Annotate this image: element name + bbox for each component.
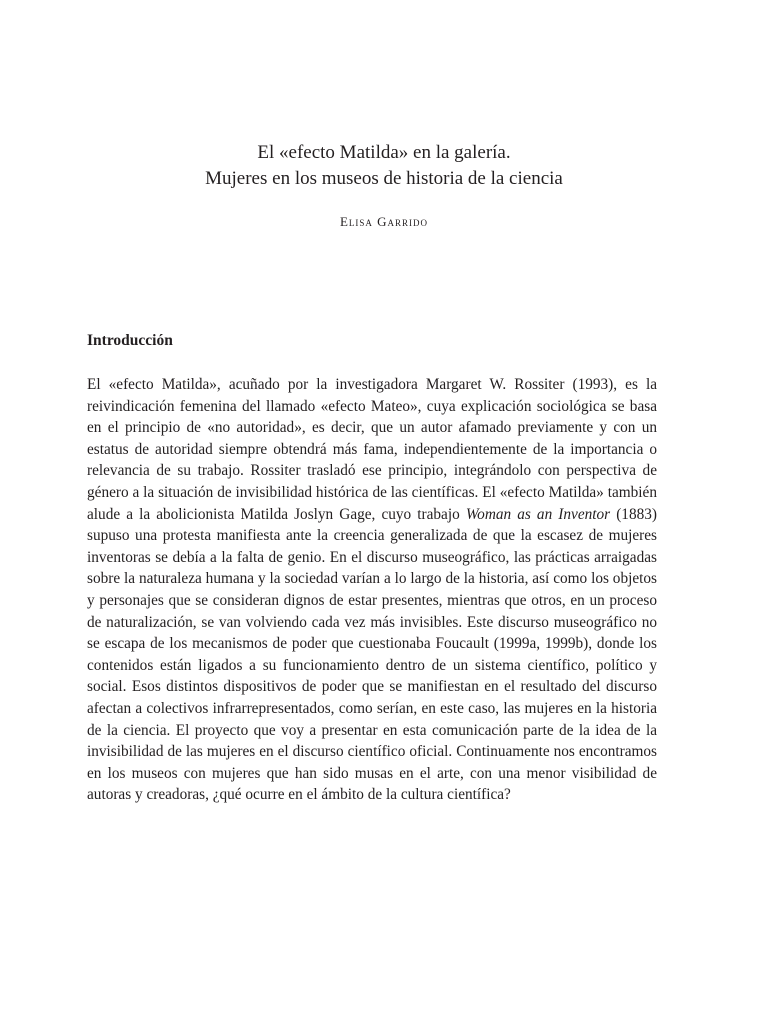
paragraph-text-part2: (1883) supuso una protesta manifiesta ante la creencia generalizada de que la escasez de mujeres inventoras se debía a la falta de genio. En el discurso museográfico, las prácticas arraigadas sobre la naturaleza humana y la sociedad varían a lo largo de la historia, así como los objetos y personajes que se consideran dignos de estar presentes, mientras que otros, en un proceso de naturalización, se van volviendo cada vez más invisibles. Este discurso museográfico no se escapa de los mecanismos de poder que cuestionaba Foucault (1999a, 1999b), donde los contenidos están ligados a su funcionamiento dentro de un sistema científico, político y social. Esos distintos dispositivos de poder que se manifiestan en el resultado del discurso afectan a colectivos infrarrepresentados, como serían, en este caso, las mujeres en la historia de la ciencia. El proyecto que voy a presentar en esta comunicación parte de la idea de la invisibilidad de las mujeres en el discurso científico oficial. Continuamente nos encontramos en los museos con mujeres que han sido musas en el arte, con una menor visibilidad de autoras y creadoras, ¿qué ocurre en el ámbito de la cultura científica? bbox=[87, 505, 657, 804]
body-paragraph bbox=[87, 374, 657, 806]
section-heading: Introducción bbox=[87, 332, 173, 349]
title-line-2: Mujeres en los museos de historia de la ciencia bbox=[205, 168, 563, 189]
title-line-1: El «efecto Matilda» en la galería. bbox=[257, 142, 511, 163]
author-name: Elisa Garrido bbox=[339, 214, 429, 229]
introduction-section bbox=[87, 330, 657, 806]
book-title-italic: Woman as an Inventor bbox=[465, 505, 611, 523]
paragraph-text-part1: El «efecto Matilda», acuñado por la investigadora Margaret W. Rossiter (1993), es la reivindicación femenina del llamado «efecto Mateo», cuya explicación sociológica se basa en el principio de «no autoridad», es decir, que un autor afamado previamente y con un estatus de autoridad siempre obtendrá más fama, independientemente de la importancia o relevancia de su trabajo. Rossiter trasladó ese principio, integrándolo con perspectiva de género a la situación de invisibilidad histórica de las científicas. El «efecto Matilda» también alude a la abolicionista Matilda Joslyn Gage, cuyo trabajo bbox=[87, 376, 657, 523]
title-block bbox=[0, 140, 768, 230]
